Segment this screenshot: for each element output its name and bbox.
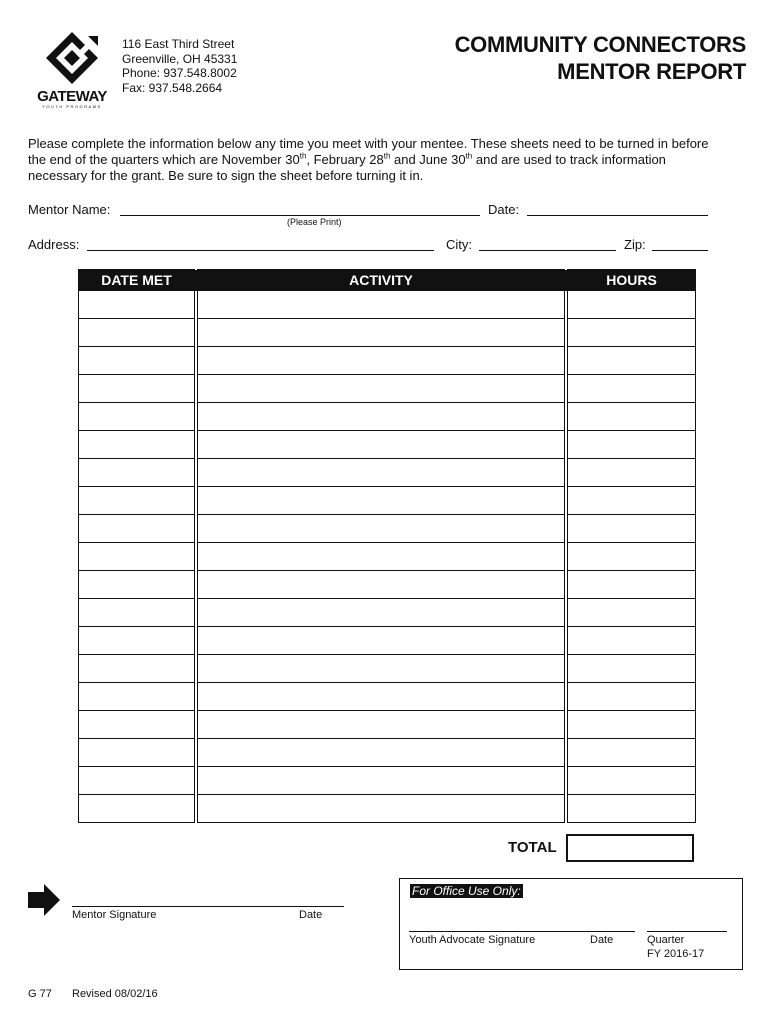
mentor-signature-date-label: Date <box>299 909 323 921</box>
hours-cell[interactable] <box>568 487 696 515</box>
hours-cell[interactable] <box>568 403 696 431</box>
column-header-activity: ACTIVITY <box>198 270 565 291</box>
table-row <box>79 683 696 711</box>
table-row <box>79 487 696 515</box>
title-line-1: COMMUNITY CONNECTORS <box>454 32 746 57</box>
date-met-cell[interactable] <box>79 291 195 319</box>
total-label: TOTAL <box>508 839 557 856</box>
activity-cell[interactable] <box>198 739 565 767</box>
address-line: Greenville, OH 45331 <box>122 51 238 66</box>
date-met-cell[interactable] <box>79 459 195 487</box>
city-field[interactable] <box>479 250 616 251</box>
date-met-cell[interactable] <box>79 319 195 347</box>
please-print-note: (Please Print) <box>287 217 342 227</box>
hours-cell[interactable] <box>568 375 696 403</box>
table-row <box>79 347 696 375</box>
table-row <box>79 711 696 739</box>
activity-cell[interactable] <box>198 655 565 683</box>
mentor-name-field[interactable] <box>120 215 480 216</box>
title-line-2: MENTOR REPORT <box>557 59 746 84</box>
activity-cell[interactable] <box>198 571 565 599</box>
hours-cell[interactable] <box>568 683 696 711</box>
hours-cell[interactable] <box>568 627 696 655</box>
activity-cell[interactable] <box>198 291 565 319</box>
arrow-right-icon <box>26 883 62 922</box>
hours-cell[interactable] <box>568 319 696 347</box>
date-met-cell[interactable] <box>79 347 195 375</box>
address-field[interactable] <box>87 250 434 251</box>
date-met-cell[interactable] <box>79 767 195 795</box>
quarter-line[interactable] <box>647 931 727 932</box>
activity-cell[interactable] <box>198 599 565 627</box>
date-met-cell[interactable] <box>79 683 195 711</box>
table-row <box>79 795 696 823</box>
activity-cell[interactable] <box>198 459 565 487</box>
zip-label: Zip: <box>624 237 646 252</box>
date-met-cell[interactable] <box>79 431 195 459</box>
date-met-cell[interactable] <box>79 487 195 515</box>
date-met-cell[interactable] <box>79 543 195 571</box>
activity-cell[interactable] <box>198 319 565 347</box>
quarter-label: Quarter <box>647 934 685 946</box>
advocate-signature-line[interactable] <box>409 931 635 932</box>
date-met-cell[interactable] <box>79 375 195 403</box>
hours-cell[interactable] <box>568 347 696 375</box>
logo-subtitle: YOUTH PROGRAMS <box>42 104 102 109</box>
mentor-signature-line[interactable] <box>72 906 344 907</box>
activity-cell[interactable] <box>198 347 565 375</box>
fiscal-year-label: FY 2016-17 <box>647 948 705 960</box>
revised-date: Revised 08/02/16 <box>72 988 158 1000</box>
table-row <box>79 599 696 627</box>
hours-cell[interactable] <box>568 767 696 795</box>
activity-cell[interactable] <box>198 403 565 431</box>
address-phone: Phone: 937.548.8002 <box>122 66 237 80</box>
table-row <box>79 375 696 403</box>
advocate-signature-label: Youth Advocate Signature <box>409 934 536 946</box>
hours-cell[interactable] <box>568 739 696 767</box>
address-line: 116 East Third Street <box>122 37 235 51</box>
meeting-log-rows <box>79 291 696 823</box>
address-fax: Fax: 937.548.2664 <box>122 80 223 95</box>
activity-cell[interactable] <box>198 795 565 823</box>
hours-cell[interactable] <box>568 515 696 543</box>
column-header-hours: HOURS <box>568 270 696 291</box>
table-row <box>79 431 696 459</box>
hours-cell[interactable] <box>568 431 696 459</box>
address-label: Address: <box>28 237 80 252</box>
meeting-log-table <box>78 269 696 823</box>
date-met-cell[interactable] <box>79 403 195 431</box>
date-label: Date: <box>488 202 520 217</box>
date-met-cell[interactable] <box>79 627 195 655</box>
activity-cell[interactable] <box>198 627 565 655</box>
mentor-signature-label: Mentor Signature <box>72 909 157 921</box>
hours-cell[interactable] <box>568 291 696 319</box>
mentor-name-label: Mentor Name: <box>28 202 111 217</box>
hours-cell[interactable] <box>568 599 696 627</box>
table-row <box>79 459 696 487</box>
date-met-cell[interactable] <box>79 739 195 767</box>
hours-cell[interactable] <box>568 571 696 599</box>
form-id: G 77 <box>28 988 52 1000</box>
date-met-cell[interactable] <box>79 655 195 683</box>
table-row <box>79 739 696 767</box>
office-use-header: For Office Use Only: <box>412 884 521 898</box>
hours-cell[interactable] <box>568 459 696 487</box>
table-row <box>79 627 696 655</box>
zip-field[interactable] <box>652 250 708 251</box>
date-met-cell[interactable] <box>79 795 195 823</box>
hours-cell[interactable] <box>568 655 696 683</box>
table-row <box>79 403 696 431</box>
table-row <box>79 543 696 571</box>
total-hours-field[interactable] <box>566 834 694 862</box>
date-met-cell[interactable] <box>79 599 195 627</box>
hours-cell[interactable] <box>568 711 696 739</box>
column-header-date-met: DATE MET <box>79 270 195 291</box>
city-label: City: <box>446 237 472 252</box>
date-met-cell[interactable] <box>79 571 195 599</box>
table-row <box>79 291 696 319</box>
activity-cell[interactable] <box>198 487 565 515</box>
activity-cell[interactable] <box>198 543 565 571</box>
table-row <box>79 515 696 543</box>
table-row <box>79 319 696 347</box>
form-title <box>455 31 746 85</box>
activity-cell[interactable] <box>198 515 565 543</box>
table-row <box>79 655 696 683</box>
activity-cell[interactable] <box>198 375 565 403</box>
advocate-date-label: Date <box>590 934 614 946</box>
org-address <box>122 37 237 95</box>
activity-cell[interactable] <box>198 711 565 739</box>
hours-cell[interactable] <box>568 795 696 823</box>
date-met-cell[interactable] <box>79 711 195 739</box>
date-met-cell[interactable] <box>79 515 195 543</box>
date-field[interactable] <box>527 215 708 216</box>
activity-cell[interactable] <box>198 431 565 459</box>
table-row <box>79 767 696 795</box>
logo-wordmark: GATEWAY <box>37 88 107 105</box>
instructions-paragraph: Please complete the information below any time you meet with your mentee. These sheets need to be turned in before the end of the quarters which are November 30th, February 28th and June 30th and are used to track information necessary for the grant. Be sure to sign the sheet before turning it in. <box>28 136 709 183</box>
table-row <box>79 571 696 599</box>
activity-cell[interactable] <box>198 683 565 711</box>
activity-cell[interactable] <box>198 767 565 795</box>
hours-cell[interactable] <box>568 543 696 571</box>
